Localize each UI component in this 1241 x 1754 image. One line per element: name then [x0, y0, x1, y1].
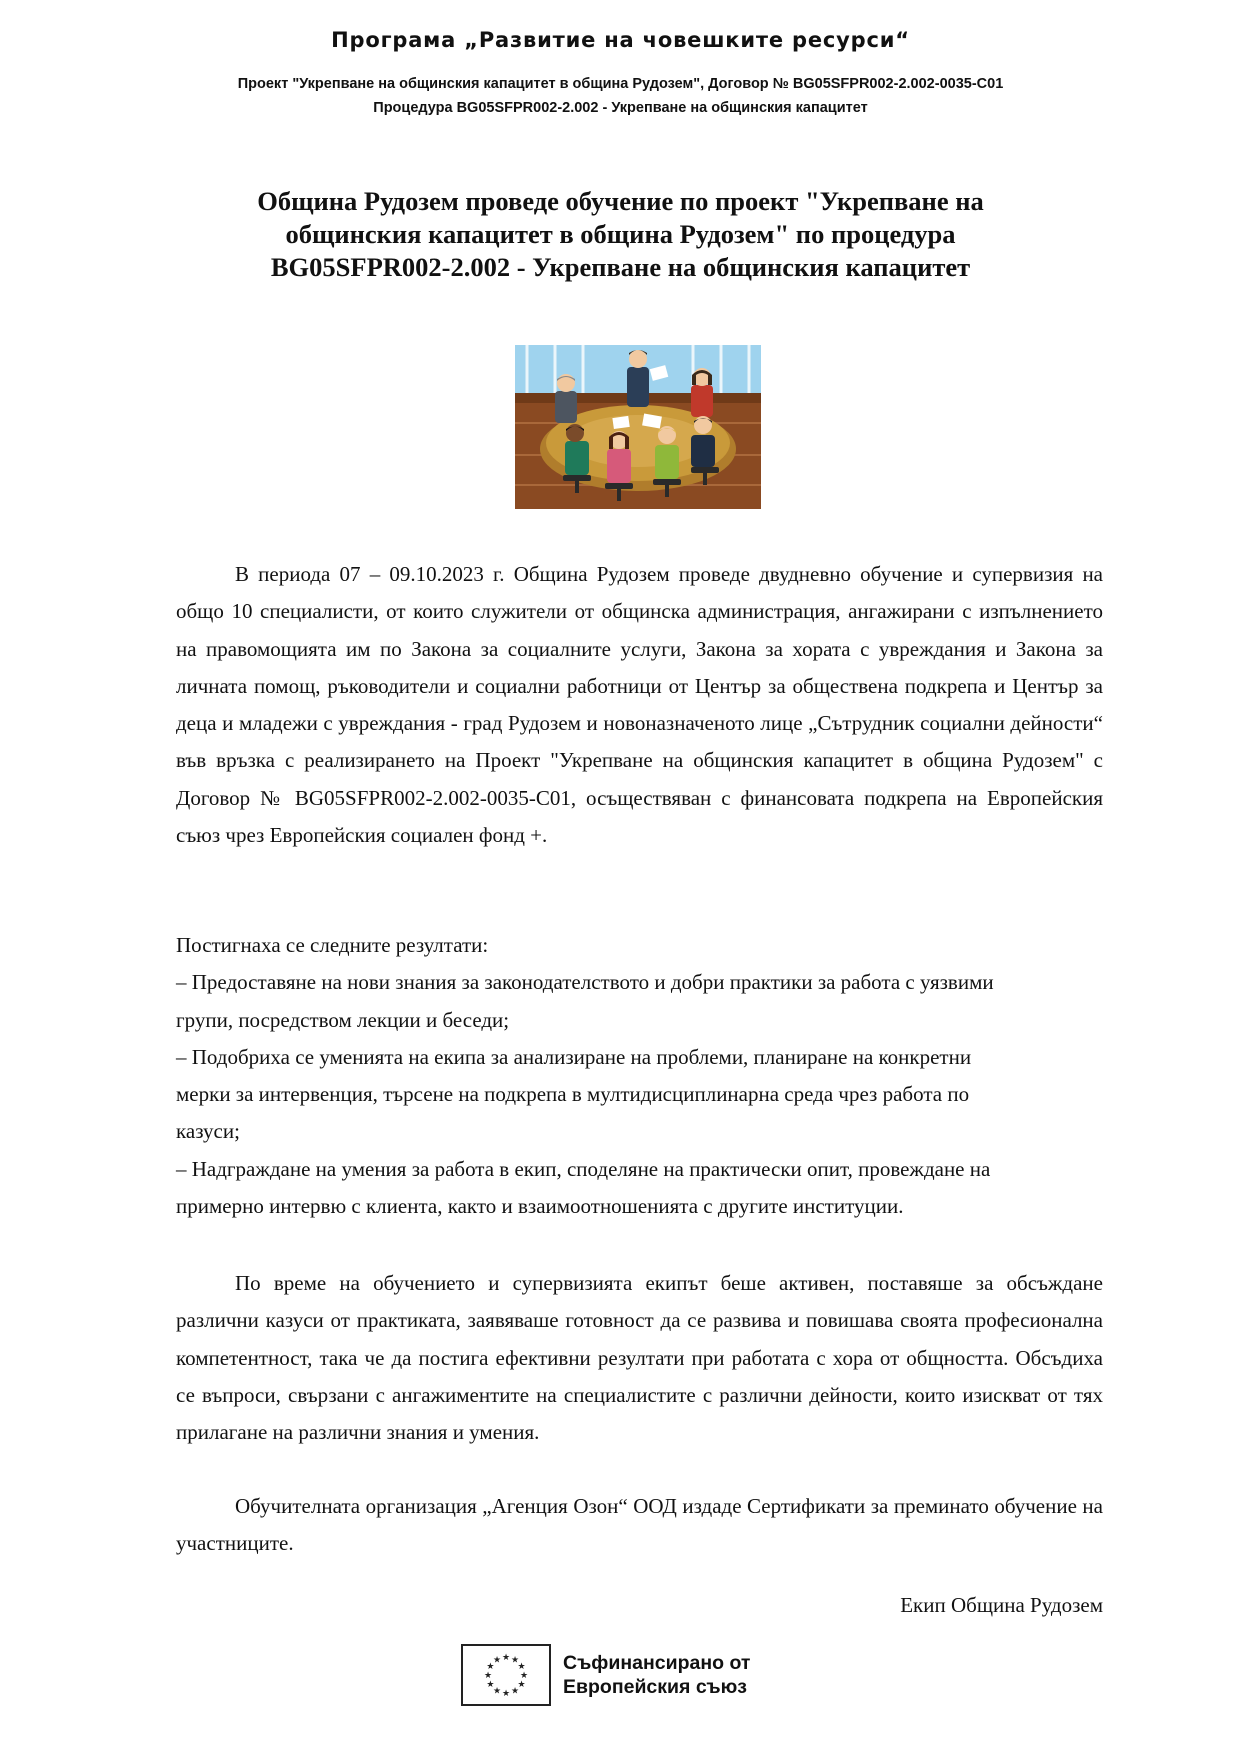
- eu-text-line-1: Съфинансирано от: [563, 1652, 751, 1674]
- eu-star-icon: ★: [501, 1653, 511, 1663]
- results-item-2-line-3: казуси;: [176, 1119, 240, 1144]
- eu-star-icon: ★: [517, 1662, 526, 1672]
- eu-star-icon: ★: [492, 1655, 502, 1666]
- eu-star-icon: ★: [483, 1671, 493, 1681]
- meeting-illustration: [515, 345, 761, 509]
- title-line-3: BG05SFPR002-2.002 - Укрепване на общинския капацитет: [270, 252, 971, 282]
- eu-cofunding-logo: [461, 1643, 750, 1707]
- results-item-2-line-2: мерки за интервенция, търсене на подкрепа в мултидисциплинарна среда чрез работа по: [176, 1082, 970, 1107]
- eu-star-icon: ★: [519, 1671, 529, 1681]
- eu-flag-frame: [461, 1644, 551, 1706]
- eu-star-icon: ★: [510, 1686, 520, 1697]
- eu-text: [563, 1651, 750, 1699]
- results-item-2-line-1: – Подобриха се уменията на екипа за анализиране на проблеми, планиране на конкретни: [176, 1044, 972, 1069]
- title-line-1: Община Рудозем проведе обучение по проект "Укрепване на: [257, 186, 984, 216]
- paragraph-1: В периода 07 – 09.10.2023 г. Община Рудозем проведе двудневно обучение и супервизия на общо 10 специалисти, от които служители от общинска администрация, ангажирани с изпълнението на правомощията им по Закона за социалните услуги, Закона за хората с увреждания и Закона за личната помощ, ръководители и социални работници от Център за обществена подкрепа и Център за деца и младежи с увреждания - град Рудозем и новоназначеното лице „Сътрудник социални дейности“ във връзка с реализирането на Проект "Укрепване на общинския капацитет в община Рудозем" с Договор № BG05SFPR002-2.002-0035-C01, осъществяван с финансовата подкрепа на Европейския съюз чрез Европейския социален фонд +.: [176, 562, 1103, 848]
- signature: Екип Община Рудозем: [900, 1593, 1103, 1617]
- document-title: [160, 185, 1081, 284]
- eu-stars-icon: [463, 1646, 549, 1704]
- title-line-2: общинския капацитет в община Рудозем" по процедура: [285, 219, 956, 249]
- project-header: [0, 72, 1241, 120]
- eu-star-icon: ★: [501, 1689, 511, 1699]
- eu-star-icon: ★: [486, 1662, 495, 1672]
- eu-star-icon: ★: [517, 1680, 526, 1690]
- eu-star-icon: ★: [510, 1655, 520, 1666]
- paragraph-3: Обучителната организация „Агенция Озон“ ООД издаде Сертификати за преминато обучение на участниците.: [176, 1494, 1103, 1556]
- procedure-line: Процедура BG05SFPR002-2.002 - Укрепване на общинския капацитет: [373, 100, 868, 116]
- eu-star-icon: ★: [486, 1680, 495, 1690]
- results-item-3-line-2: примерно интервю с клиента, както и взаимоотношенията с другите институции.: [176, 1194, 904, 1219]
- results-intro: Постигнаха се следните резултати:: [176, 933, 489, 957]
- paragraph-2: По време на обучението и супервизията екипът беше активен, поставяше за обсъждане различни казуси от практиката, заявяваше готовност да се развива и повишава своята професионална компетентност, така че да постига ефективни резултати при работата с хора от общността. Обсъдиха се въпроси, свързани с ангажиментите на специалистите с различни дейности, които изискват от тях прилагане на различни знания и умения.: [176, 1271, 1103, 1445]
- results-item-1-line-1: – Предоставяне на нови знания за законодателството и добри практики за работа с уязвими: [176, 970, 994, 995]
- results-item-1-line-2: групи, посредством лекции и беседи;: [176, 1007, 510, 1032]
- results-item-3-line-1: – Надграждане на умения за работа в екип, споделяне на практически опит, провеждане на: [176, 1156, 991, 1181]
- eu-star-icon: ★: [492, 1686, 502, 1697]
- results-list: [176, 927, 1103, 1225]
- project-line: Проект "Укрепване на общинския капацитет в община Рудозем", Договор № BG05SFPR002-2.002-0035-C01: [237, 76, 1004, 92]
- eu-text-line-2: Европейския съюз: [563, 1676, 747, 1698]
- program-header: Програма „Развитие на човешките ресурси“: [331, 28, 910, 52]
